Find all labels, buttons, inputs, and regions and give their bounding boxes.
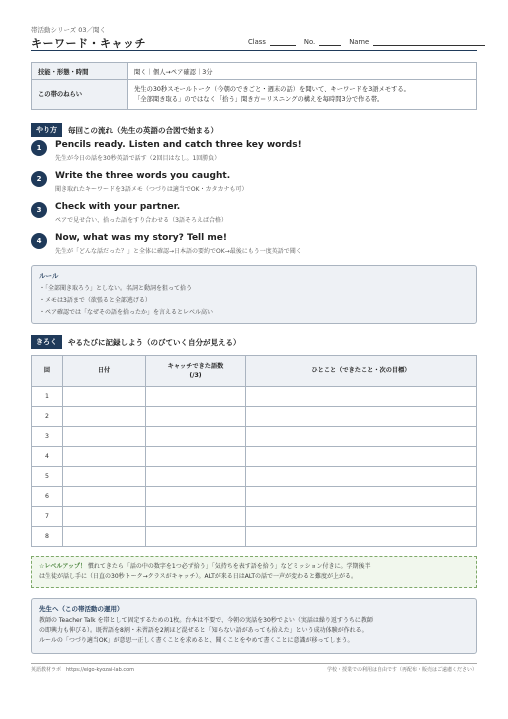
step-desc: ペアで見せ合い、拾った語をすり合わせる（3語そろえば合格） — [55, 217, 227, 224]
date-cell[interactable] — [63, 447, 146, 467]
table-row — [32, 507, 477, 527]
comment-cell[interactable] — [246, 467, 477, 487]
level-up-line — [39, 562, 469, 572]
info-aim-label: この帯のねらい — [32, 80, 128, 110]
date-cell[interactable] — [63, 407, 146, 427]
col-round: 回 — [32, 356, 63, 387]
date-cell[interactable] — [63, 487, 146, 507]
round-number: 8 — [32, 527, 63, 547]
count-cell[interactable] — [146, 507, 246, 527]
footer-divider — [31, 663, 477, 664]
step-number: 4 — [31, 233, 47, 249]
date-cell[interactable] — [63, 467, 146, 487]
round-number: 2 — [32, 407, 63, 427]
step-title: Check with your partner. — [55, 202, 181, 212]
no-field[interactable] — [319, 38, 341, 46]
info-aim-value — [128, 80, 477, 110]
date-cell[interactable] — [63, 427, 146, 447]
comment-cell[interactable] — [246, 487, 477, 507]
level-up-line: は生徒が話し手に（日直の30秒トーク→クラスがキャッチ）。ALTが来る日はALTの話で一声が変わると難度が上がる。 — [39, 573, 358, 581]
step-desc: 先生が「どんな話だった？」と全体に確認→日本語の要約でOK→最後にもう一度英語で聞く — [55, 248, 302, 255]
step-title: Pencils ready. Listen and catch three key words! — [55, 140, 302, 150]
table-row — [32, 427, 477, 447]
teacher-note-title: 先生へ（この帯活動の運用） — [39, 605, 124, 613]
procedure-title: 毎回この流れ（先生の英語の合図で始まる） — [68, 125, 218, 135]
level-up-box — [31, 556, 477, 588]
date-cell[interactable] — [63, 507, 146, 527]
count-cell[interactable] — [146, 487, 246, 507]
comment-cell[interactable] — [246, 407, 477, 427]
step-title: Write the three words you caught. — [55, 171, 231, 181]
footer-site: 英語教材ラボ https://eigo-kyozai-lab.com — [31, 667, 135, 673]
step-title: Now, what was my story? Tell me! — [55, 233, 227, 243]
col-count-line: (/3) — [189, 372, 202, 379]
name-label: Name — [349, 38, 370, 46]
record-title: やるたびに記録しよう（のびていく自分が見える） — [68, 337, 241, 347]
record-header — [31, 335, 241, 349]
rules-box — [31, 265, 477, 324]
rule-item: ・「全部聞き取ろう」としない。名詞と動詞を狙って拾う — [39, 285, 193, 292]
rules-title: ルール — [39, 272, 59, 280]
col-count-line: キャッチできた語数 — [167, 362, 224, 370]
teacher-note-line: の即興力も伸びる）。既習語を8割・未習語を2割ほど混ぜると「知らない語があっても拾えた」という成功体験が作れる。 — [39, 627, 368, 635]
count-cell[interactable] — [146, 387, 246, 407]
table-row — [32, 407, 477, 427]
info-aim-line: 「全部聞き取る」のではなく「拾う」聞き方＝リスニングの構えを毎時間3分で作る帯。 — [134, 95, 384, 103]
no-label: No. — [303, 38, 316, 46]
record-tag: きろく — [31, 335, 62, 349]
title-divider — [31, 50, 477, 51]
info-table — [31, 62, 477, 110]
page-title: キーワード・キャッチ — [31, 37, 146, 50]
rule-item: ・ペア確認では「なぜその語を拾ったか」を言えるとレベル高い — [39, 309, 214, 316]
round-number: 5 — [32, 467, 63, 487]
round-number: 1 — [32, 387, 63, 407]
procedure-header — [31, 123, 218, 137]
record-table — [31, 355, 477, 547]
table-row — [32, 387, 477, 407]
student-fields — [248, 38, 485, 46]
col-comment: ひとこと（できたこと・次の目標） — [246, 356, 477, 387]
date-cell[interactable] — [63, 527, 146, 547]
comment-cell[interactable] — [246, 507, 477, 527]
class-label: Class — [248, 38, 266, 46]
teacher-note-box — [31, 598, 477, 654]
info-skill-value: 聞く｜個人→ペア確認｜3分 — [128, 63, 477, 80]
count-cell[interactable] — [146, 447, 246, 467]
table-row — [32, 467, 477, 487]
round-number: 7 — [32, 507, 63, 527]
count-cell[interactable] — [146, 407, 246, 427]
table-row — [32, 527, 477, 547]
comment-cell[interactable] — [246, 387, 477, 407]
comment-cell[interactable] — [246, 527, 477, 547]
step-desc: 先生が今日の話を30秒英語で話す（2回目はなし。1回勝負） — [55, 155, 221, 162]
footer-license: 学校・授業での利用は自由です（再配布・販売はご遠慮ください） — [326, 667, 477, 673]
teacher-note-line: 教師の Teacher Talk を帯として固定するための1枚。台本は不要で、今朝の実話を30秒でよい（実話は繰り返すうちに教師 — [39, 617, 373, 625]
date-cell[interactable] — [63, 387, 146, 407]
level-up-text: 慣れてきたら「話の中の数字を1つ必ず拾う」「気持ちを表す語を拾う」などミッション付きに。学期後半 — [87, 563, 371, 570]
step-number: 3 — [31, 202, 47, 218]
count-cell[interactable] — [146, 467, 246, 487]
round-number: 3 — [32, 427, 63, 447]
level-up-label: ☆レベルアップ！ — [39, 563, 86, 570]
info-skill-label: 技能・形態・時間 — [32, 63, 128, 80]
round-number: 4 — [32, 447, 63, 467]
procedure-tag: やり方 — [31, 123, 62, 137]
record-header-row — [32, 356, 477, 387]
count-cell[interactable] — [146, 527, 246, 547]
step-number: 2 — [31, 171, 47, 187]
step-number: 1 — [31, 140, 47, 156]
col-date: 日付 — [63, 356, 146, 387]
series-label: 帯活動シリーズ 03／聞く — [31, 26, 107, 34]
round-number: 6 — [32, 487, 63, 507]
info-aim-line: 先生の30秒スモールトーク（今朝のできごと・週末の話）を聞いて、キーワードを3語メモする。 — [134, 86, 410, 94]
table-row — [32, 487, 477, 507]
comment-cell[interactable] — [246, 447, 477, 467]
step-desc: 聞き取れたキーワードを3語メモ（つづりは適当でOK・カタカナも可） — [55, 186, 248, 193]
teacher-note-line: ルールの「つづり適当OK」が意思一正しく書くことを求めると、聞くことをやめて書くことに意識が移ってしまう。 — [39, 637, 354, 645]
count-cell[interactable] — [146, 427, 246, 447]
col-count — [146, 356, 246, 387]
class-field[interactable] — [270, 38, 296, 46]
comment-cell[interactable] — [246, 427, 477, 447]
name-field[interactable] — [373, 38, 485, 46]
rule-item: ・メモは3語まで（欲張ると全部逃げる） — [39, 297, 151, 304]
table-row — [32, 447, 477, 467]
